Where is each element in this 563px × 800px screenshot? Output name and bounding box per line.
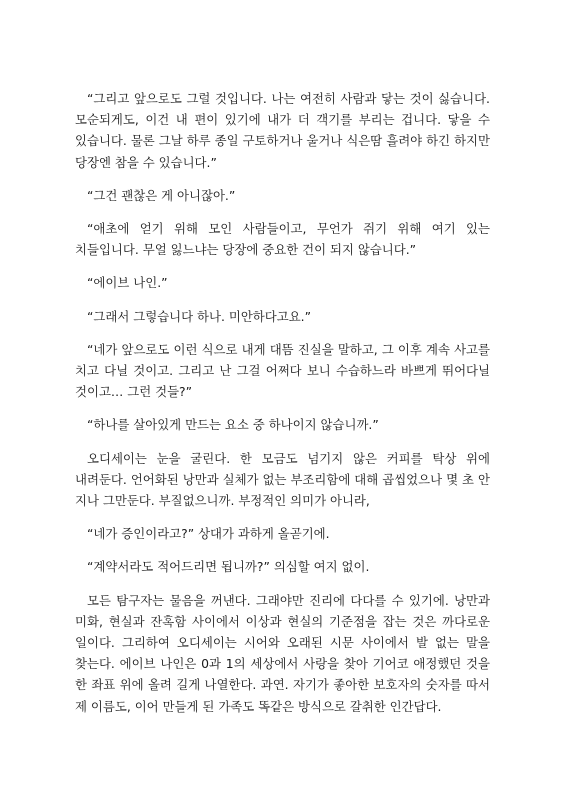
paragraph: “네가 증인이라고?” 상대가 과하게 올곧기에.: [87, 526, 330, 542]
paragraph: “그리고 앞으로도 그럴 것입니다. 나는 여전히 사람과 닿는 것이 싫습니다. 모순되게도, 이건 내 편이 있기에 내가 더 객기를 부리는 겁니다. 닿을 수 있습니다. 물론 그날 하루 종일 구토하거나 울거나 식은땀 흘려야 하긴 하지만 당장엔 참을 수 있습니다.”: [75, 91, 490, 170]
paragraph: “애초에 얻기 위해 모인 사람들이고, 무언가 쥐기 위해 여기 있는 치들입니다. 무얼 잃느냐는 당장에 중요한 건이 되지 않습니다.”: [75, 221, 490, 258]
document-page: [75, 88, 490, 729]
paragraph: “계약서라도 적어드리면 됩니까?” 의심할 여지 없이.: [87, 559, 370, 575]
paragraph: “그래서 그렇습니다 하나. 미안하다고요.”: [87, 308, 312, 324]
paragraph: “하나를 살아있게 만드는 요소 중 하나이지 않습니까.”: [87, 417, 379, 433]
paragraph: “네가 앞으로도 이런 식으로 내게 대뜸 진실을 말하고, 그 이후 계속 사고를 치고 다닐 것이고. 그리고 난 그걸 어쩌다 보니 수습하느라 바쁘게 뛰어다닐 것이고… 그런 것들?”: [75, 341, 490, 400]
paragraph: 모든 탐구자는 물음을 꺼낸다. 그래야만 진리에 다다를 수 있기에. 낭만과 미화, 현실과 잔혹함 사이에서 이상과 현실의 기준점을 잡는 것은 까다로운 일이다. 그리하여 오디세이는 시어와 오래된 시문 사이에서 발 없는 말을 찾는다. 에이브 나인은 0과 1의 세상에서 사랑을 찾아 기어코 애정했던 것을 한 좌표 위에 올려 길게 나열한다. 과연. 자기가 좋아한 보호자의 숫자를 따서 제 이름도, 이어 만들게 된 가족도 똑같은 방식으로 갈취한 인간답다.: [75, 592, 490, 714]
paragraph: “에이브 나인.”: [87, 275, 168, 291]
paragraph: “그건 괜찮은 게 아니잖아.”: [87, 187, 236, 203]
paragraph: 오디세이는 눈을 굴린다. 한 모금도 넘기지 않은 커피를 탁상 위에 내려둔다. 언어화된 낭만과 실체가 없는 부조리함에 대해 곱씹었으나 몇 초 안 지나 그만둔다. 부질없으니까. 부정적인 의미가 아니라,: [75, 450, 490, 509]
